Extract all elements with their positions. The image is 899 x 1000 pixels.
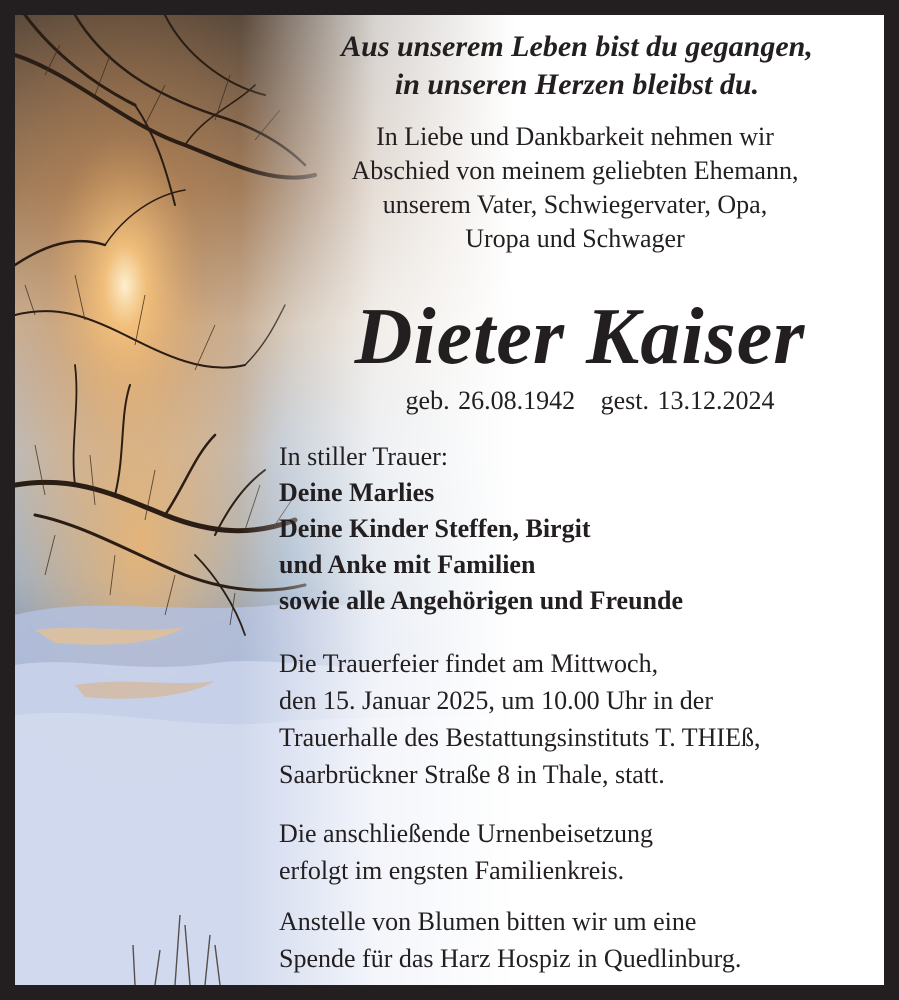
mourning-heading: In stiller Trauer: — [279, 442, 448, 471]
life-dates — [340, 384, 840, 418]
ceremony-line: den 15. Januar 2025, um 10.00 Uhr in der — [279, 686, 713, 715]
mourners-block — [279, 439, 879, 619]
deceased-name: Dieter Kaiser — [354, 293, 806, 381]
donation-line: Anstelle von Blumen bitten wir um eine — [279, 907, 697, 936]
motto-line: in unseren Herzen bleibst du. — [394, 68, 760, 101]
birth-date: geb. 26.08.1942 — [405, 386, 576, 415]
ceremony-block — [279, 645, 879, 793]
mourner-line: Deine Kinder Steffen, Birgit — [279, 514, 591, 543]
intro-line: Abschied von meinem geliebten Ehemann, — [351, 156, 799, 185]
intro-line: unserem Vater, Schwiegervater, Opa, — [382, 190, 768, 219]
death-date: gest. 13.12.2024 — [600, 386, 775, 415]
ceremony-line: Die Trauerfeier findet am Mittwoch, — [279, 649, 659, 678]
urn-line: Die anschließende Urnenbeisetzung — [279, 819, 653, 848]
intro-text — [290, 120, 860, 256]
ceremony-line: Saarbrückner Straße 8 in Thale, statt. — [279, 760, 665, 789]
mourner-line: und Anke mit Familien — [279, 550, 536, 579]
donation-block — [279, 903, 879, 977]
ceremony-line: Trauerhalle des Bestattungsinstituts T. THIEß, — [279, 723, 761, 752]
mourner-line: Deine Marlies — [279, 478, 435, 507]
urn-line: erfolgt im engsten Familienkreis. — [279, 856, 625, 885]
mourner-line: sowie alle Angehörigen und Freunde — [279, 586, 684, 615]
urn-burial-block — [279, 815, 879, 889]
intro-line: In Liebe und Dankbarkeit nehmen wir — [376, 122, 774, 151]
intro-line: Uropa und Schwager — [465, 224, 685, 253]
motto — [285, 28, 869, 104]
motto-line: Aus unserem Leben bist du gegangen, — [341, 30, 813, 63]
donation-line: Spende für das Harz Hospiz in Quedlinburg. — [279, 944, 742, 973]
